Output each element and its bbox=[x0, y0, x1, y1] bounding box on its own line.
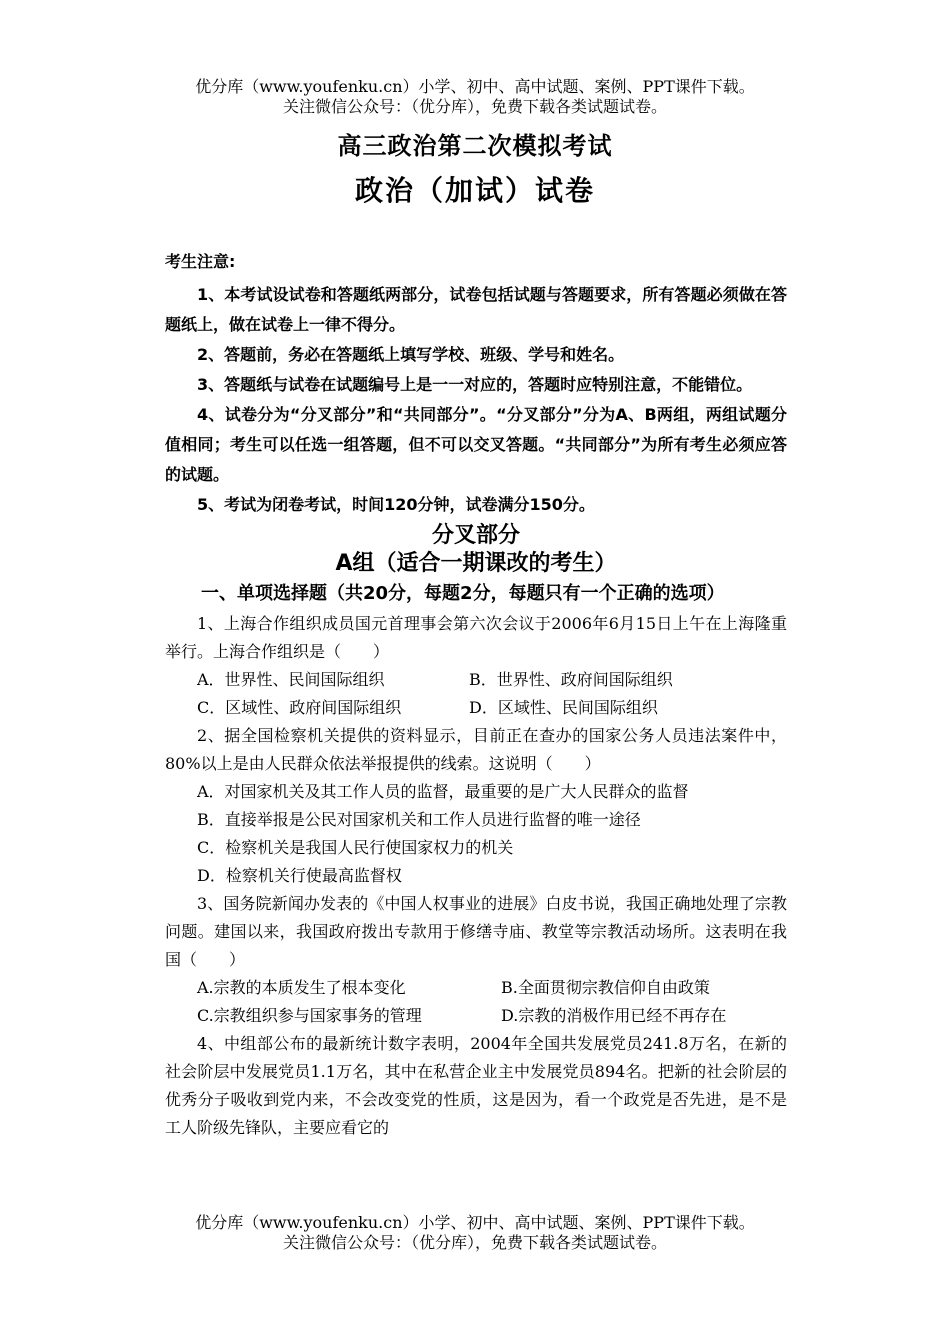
option-d: D．区域性、民间国际组织 bbox=[469, 698, 658, 717]
option-c: C.宗教组织参与国家事务的管理 bbox=[197, 1006, 422, 1025]
notice-item: 2、答题前，务必在答题纸上填写学校、班级、学号和姓名。 bbox=[197, 345, 625, 364]
question-stem: 1、上海合作组织成员国元首理事会第六次会议于2006年6月15日上午在上海隆重举行。上海合作组织是（ ） bbox=[165, 614, 787, 661]
option-row bbox=[165, 974, 787, 1002]
section-title: 分叉部分 bbox=[431, 523, 520, 548]
notice-item: 3、答题纸与试卷在试题编号上是一一对应的，答题时应特别注意，不能错位。 bbox=[197, 375, 753, 394]
notice-item: 5、考试为闭卷考试，时间120分钟，试卷满分150分。 bbox=[197, 495, 595, 514]
option-c: C．区域性、政府间国际组织 bbox=[197, 698, 402, 717]
option-b: B．直接举报是公民对国家机关和工作人员进行监督的唯一途径 bbox=[197, 810, 641, 829]
exam-subtitle: 政治（加试）试卷 bbox=[354, 174, 595, 207]
exam-title: 高三政治第二次模拟考试 bbox=[337, 132, 613, 160]
footer-line-1: 优分库（www.youfenku.cn）小学、初中、高中试题、案例、PPT课件下载。 bbox=[195, 1213, 755, 1232]
exam-content bbox=[165, 248, 787, 1142]
question-stem: 4、中组部公布的最新统计数字表明，2004年全国共发展党员241.8万名，在新的社会阶层中发展党员1.1万名，其中在私营企业主中发展党员894名。把新的社会阶层的优秀分子吸收到党内来，不会改变党的性质，这是因为，看一个政党是否先进，是不是工人阶级先锋队，主要应看它的 bbox=[165, 1034, 787, 1137]
option-a: A．对国家机关及其工作人员的监督，最重要的是广大人民群众的监督 bbox=[197, 782, 689, 801]
question-stem: 3、国务院新闻办发表的《中国人权事业的进展》白皮书说，我国正确地处理了宗教问题。建国以来，我国政府拨出专款用于修缮寺庙、教堂等宗教活动场所。这表明在我国（ ） bbox=[165, 894, 787, 969]
notice-item: 1、本考试设试卷和答题纸两部分，试卷包括试题与答题要求，所有答题必须做在答题纸上，做在试卷上一律不得分。 bbox=[165, 285, 787, 334]
page-header bbox=[0, 77, 950, 117]
group-title: A组（适合一期课改的考生） bbox=[335, 551, 617, 576]
header-line-2: 关注微信公众号：（优分库），免费下载各类试题试卷。 bbox=[282, 97, 667, 116]
option-d: D.宗教的消极作用已经不再存在 bbox=[501, 1006, 727, 1025]
option-row bbox=[165, 666, 787, 694]
notice-item: 4、试卷分为“分叉部分”和“共同部分”。“分叉部分”分为A、B两组，两组试题分值相同；考生可以任选一组答题，但不可以交叉答题。“共同部分”为所有考生必须应答的试题。 bbox=[165, 405, 787, 484]
option-a: A．世界性、民间国际组织 bbox=[197, 670, 385, 689]
footer-line-2: 关注微信公众号：（优分库），免费下载各类试题试卷。 bbox=[282, 1233, 667, 1252]
page-footer bbox=[0, 1213, 950, 1253]
option-c: C．检察机关是我国人民行使国家权力的机关 bbox=[197, 838, 514, 857]
notice-label: 考生注意: bbox=[165, 252, 236, 271]
option-b: B.全面贯彻宗教信仰自由政策 bbox=[501, 978, 710, 997]
question-stem: 2、据全国检察机关提供的资料显示，目前正在查办的国家公务人员违法案件中，80%以上是由人民群众依法举报提供的线索。这说明（ ） bbox=[165, 726, 787, 773]
notice-list bbox=[165, 280, 787, 520]
option-a: A.宗教的本质发生了根本变化 bbox=[197, 978, 406, 997]
option-row bbox=[165, 1002, 787, 1030]
option-d: D．检察机关行使最高监督权 bbox=[197, 866, 402, 885]
question-type-heading: 一、单项选择题（共20分，每题2分，每题只有一个正确的选项） bbox=[201, 583, 725, 604]
header-line-1: 优分库（www.youfenku.cn）小学、初中、高中试题、案例、PPT课件下载。 bbox=[195, 77, 755, 96]
option-row bbox=[165, 694, 787, 722]
option-b: B．世界性、政府间国际组织 bbox=[469, 670, 673, 689]
